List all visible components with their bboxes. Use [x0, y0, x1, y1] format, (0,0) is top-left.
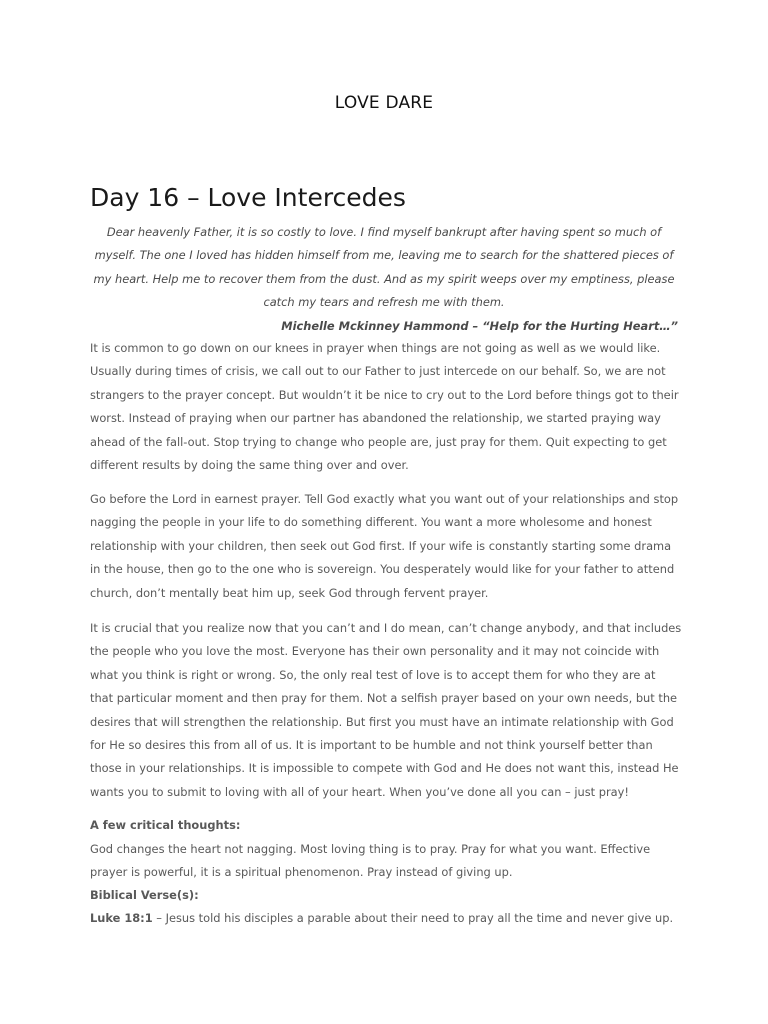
body-paragraph-1: It is common to go down on our knees in prayer when things are not going as well as we would like. Usually during times of crisis, we call out to our Father to just intercede on our behalf. So, we are not strangers to the prayer concept. But wouldn’t it be nice to cry out to the Lord before things got to their worst. Instead of praying when our partner has abandoned the relationship, we started praying way ahead of the fall-out. Stop trying to change who people are, just pray for them. Quit expecting to get different results by doing the same thing over and over. — [90, 341, 679, 473]
verse-heading: Biblical Verse(s): — [90, 888, 199, 902]
thoughts-text: God changes the heart not nagging. Most loving thing is to pray. Pray for what you want. Effective prayer is powerful, it is a spiritual phenomenon. Pray instead of giving up. — [90, 842, 651, 880]
verse-reference: Luke 18:1 — [90, 911, 153, 925]
body-paragraph-3: It is crucial that you realize now that you can’t and I do mean, can’t change anybody, and that includes the people who you love the most. Everyone has their own personality and it may not coincide with what you think is right or wrong. So, the only real test of love is to accept them for who they are at that particular moment and then pray for them. Not a selfish prayer based on your own needs, but the desires that will strengthen the relationship. But first you must have an intimate relationship with God for He so desires this from all of us. It is important to be humble and not think yourself better than those in your relationships. It is impossible to compete with God and He does not want this, instead He wants you to submit to loving with all of your heart. When you’ve done all you can – just pray! — [90, 621, 682, 799]
verse-line — [90, 907, 682, 930]
verse-text: – Jesus told his disciples a parable about their need to pray all the time and never give up. — [152, 911, 674, 925]
opening-prayer: Dear heavenly Father, it is so costly to love. I find myself bankrupt after having spent so much of myself. The one I loved has hidden himself from me, leaving me to search for the shattered pieces of my heart. Help me to recover them from the dust. And as my spirit weeps over my emptiness, please catch my tears and refresh me with them. — [93, 225, 675, 310]
body-paragraph-2: Go before the Lord in earnest prayer. Tell God exactly what you want out of your relationships and stop nagging the people in your life to do something different. You want a more wholesome and honest relationship with your children, then seek out God first. If your wife is constantly starting some drama in the house, then go to the one who is sovereign. You desperately would like for your father to attend church, don’t mentally beat him up, seek God through fervent prayer. — [90, 492, 679, 600]
thoughts-heading: A few critical thoughts: — [90, 818, 241, 832]
page-title: Day 16 – Love Intercedes — [90, 183, 406, 212]
prayer-attribution: Michelle Mckinney Hammond – “Help for the Hurting Heart…” — [281, 319, 678, 333]
document-header: LOVE DARE — [334, 93, 434, 113]
